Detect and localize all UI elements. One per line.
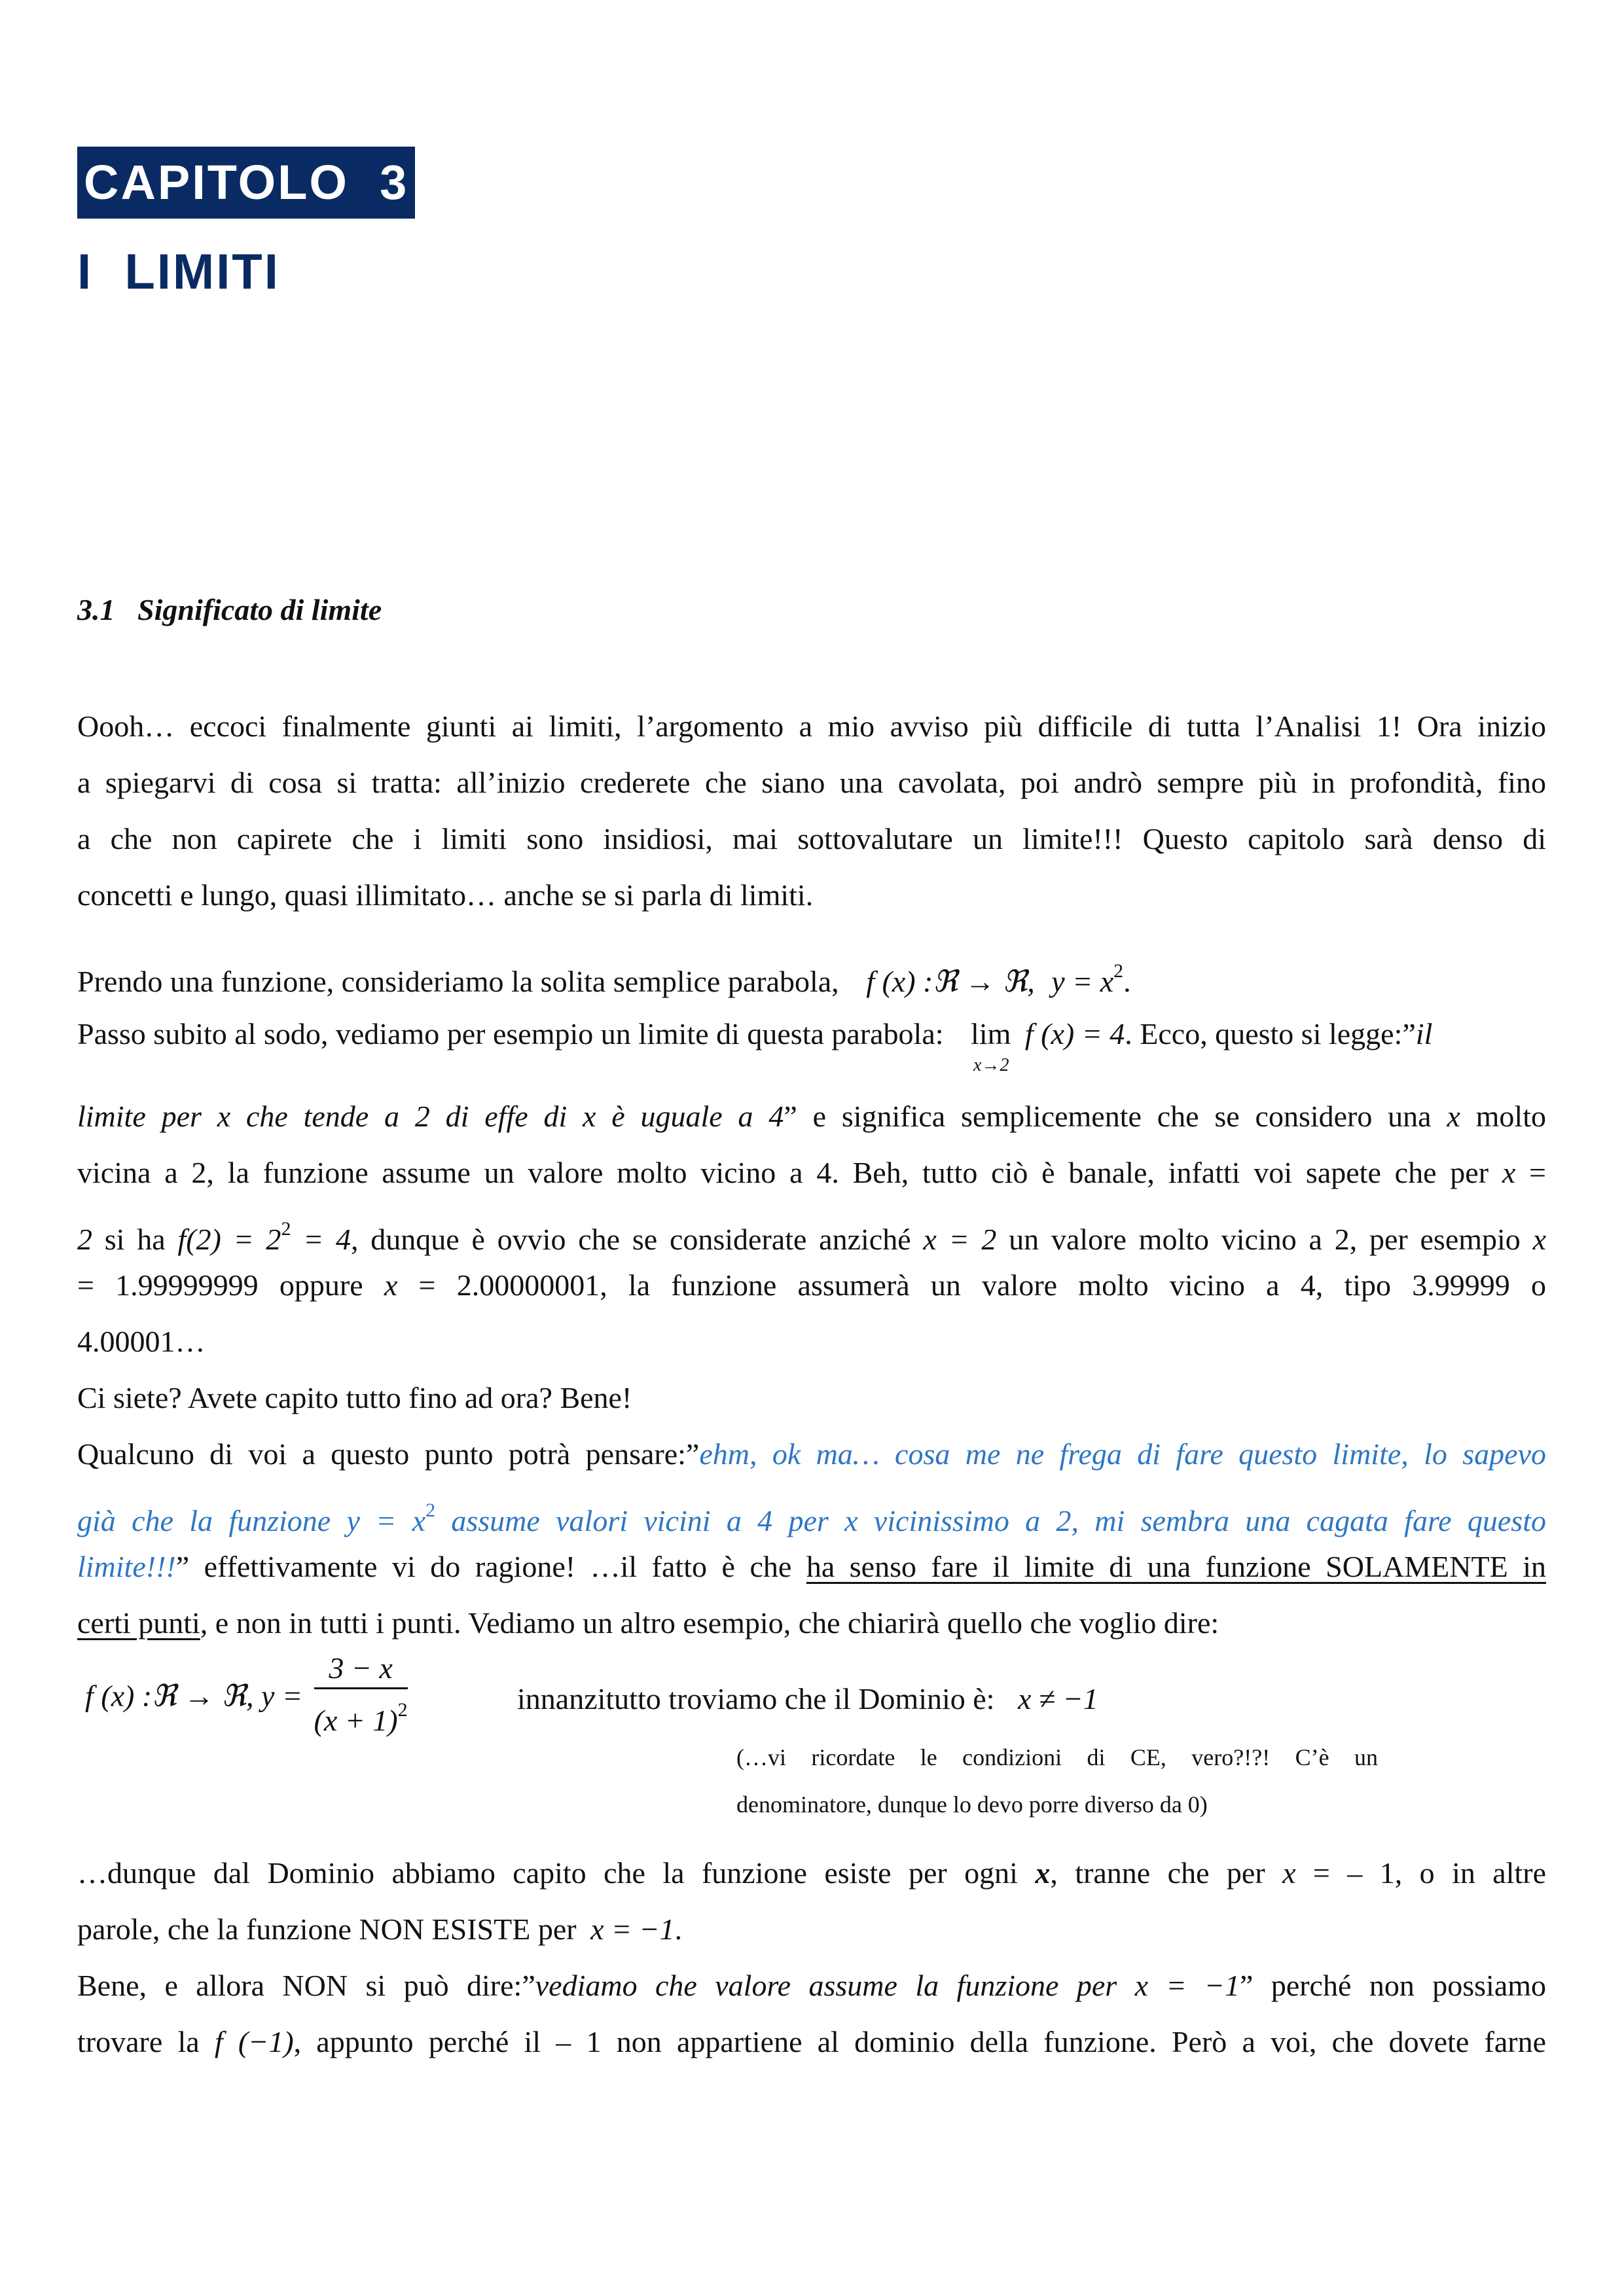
domain-math: x ≠ −1 [1017, 1682, 1098, 1715]
para3-rest: . Ecco, questo si legge:” [1125, 1017, 1416, 1050]
para6-line1: Qualcuno di voi a questo punto potrà pensare:”ehm, ok ma… cosa me ne frega di fare questo limite, lo sapevo [77, 1437, 1547, 1471]
para4-line3: 2 si ha $f(2) = 2^2 = 4$, dunque è ovvio che se considerate anziché x = 2 un valore molto vicino a 2, per esempio x [77, 1218, 1546, 1256]
fraction-denominator: $(x + 1)^2$ [314, 1699, 408, 1737]
limit-expression [971, 1014, 1011, 1075]
note-line1: (…vi ricordate le condizioni di CE, vero?!?! C’è un [736, 1744, 1378, 1770]
domain-line [517, 1679, 1237, 1719]
para2 [77, 952, 1546, 1001]
fraction-numerator: 3 − x [314, 1649, 408, 1689]
para6-line2: già che la funzione $y = x^2$ assume valori vicini a 4 per x vicinissimo a 2, mi sembra una cagata fare questo [77, 1499, 1546, 1537]
para2-end: . [1123, 965, 1131, 998]
parabola-domain-math: f (x) :ℜ → ℜ, [866, 965, 1035, 998]
para7-line1: …dunque dal Dominio abbiamo capito che la funzione esiste per ogni x, tranne che per x = – 1, o in altre [77, 1856, 1547, 1890]
para7-line2: parole, che la funzione NON ESISTE per x = −1. [77, 1912, 683, 1946]
para1-line3: a che non capirete che i limiti sono insidiosi, mai sottovalutare un limite!!! Questo capitolo sarà denso di [77, 822, 1546, 855]
example-function [85, 1649, 412, 1742]
note-line2: denominatore, dunque lo devo porre diverso da 0) [736, 1791, 1208, 1818]
para3-text: Passo subito al sodo, vediamo per esempio un limite di questa parabola: [77, 1017, 944, 1050]
para4-line2: vicina a 2, la funzione assume un valore molto vicino a 4. Beh, tutto ciò è banale, infatti voi sapete che per x = [77, 1156, 1546, 1189]
para4-line5: 4.00001… [77, 1325, 206, 1358]
para4-line1: limite per x che tende a 2 di effe di x è uguale a 4” e significa semplicemente che se considero una x molto [77, 1100, 1546, 1133]
section-heading: 3.1 Significato di limite [77, 593, 382, 626]
para6-line4: certi punti, e non in tutti i punti. Vediamo un altro esempio, che chiarirà quello che voglio dire: [77, 1606, 1219, 1640]
para8-line2: trovare la f (−1), appunto perché il – 1 non appartiene al dominio della funzione. Però a voi, che dovete farne [77, 2025, 1546, 2058]
para2-text: Prendo una funzione, consideriamo la solita semplice parabola, [77, 965, 839, 998]
para1-line4: concetti e lungo, quasi illimitato… anche se si parla di limiti. [77, 878, 814, 912]
para3-rest-italic: il [1415, 1017, 1433, 1050]
para1-line1: Oooh… eccoci finalmente giunti ai limiti, l’argomento a mio avviso più difficile di tutta l’Analisi 1! Ora inizio [77, 709, 1546, 743]
domain-text: innanzitutto troviamo che il Dominio è: [517, 1682, 995, 1715]
para8-line1: Bene, e allora NON si può dire:”vediamo che valore assume la funzione per x = −1” perché non possiamo [77, 1969, 1547, 2002]
chapter-label: CAPITOLO 3 [77, 147, 415, 219]
para3 [77, 1014, 1546, 1075]
lim-label: lim [971, 1017, 1011, 1050]
para6-line3: limite!!!” effettivamente vi do ragione! …il fatto è che ha senso fare il limite di una funzione SOLAMENTE in [77, 1550, 1546, 1583]
chapter-title: I LIMITI [77, 244, 280, 300]
lim-subscript: x→2 [973, 1055, 1009, 1075]
para4-line4: = 1.99999999 oppure x = 2.00000001, la funzione assumerà un valore molto vicino a 4, tipo 3.99999 o [77, 1268, 1546, 1302]
para1-line2: a spiegarvi di cosa si tratta: all’inizio crederete che siano una cavolata, poi andrò sempre più in profondità, fino [77, 766, 1546, 799]
parabola-equation: $y = x^2$ [1051, 960, 1124, 998]
limit-value: f (x) = 4 [1024, 1017, 1125, 1050]
para5: Ci siete? Avete capito tutto fino ad ora? Bene! [77, 1381, 632, 1414]
example-fraction [314, 1649, 408, 1742]
example-function-def: f (x) :ℜ → ℜ, y = [85, 1679, 302, 1713]
